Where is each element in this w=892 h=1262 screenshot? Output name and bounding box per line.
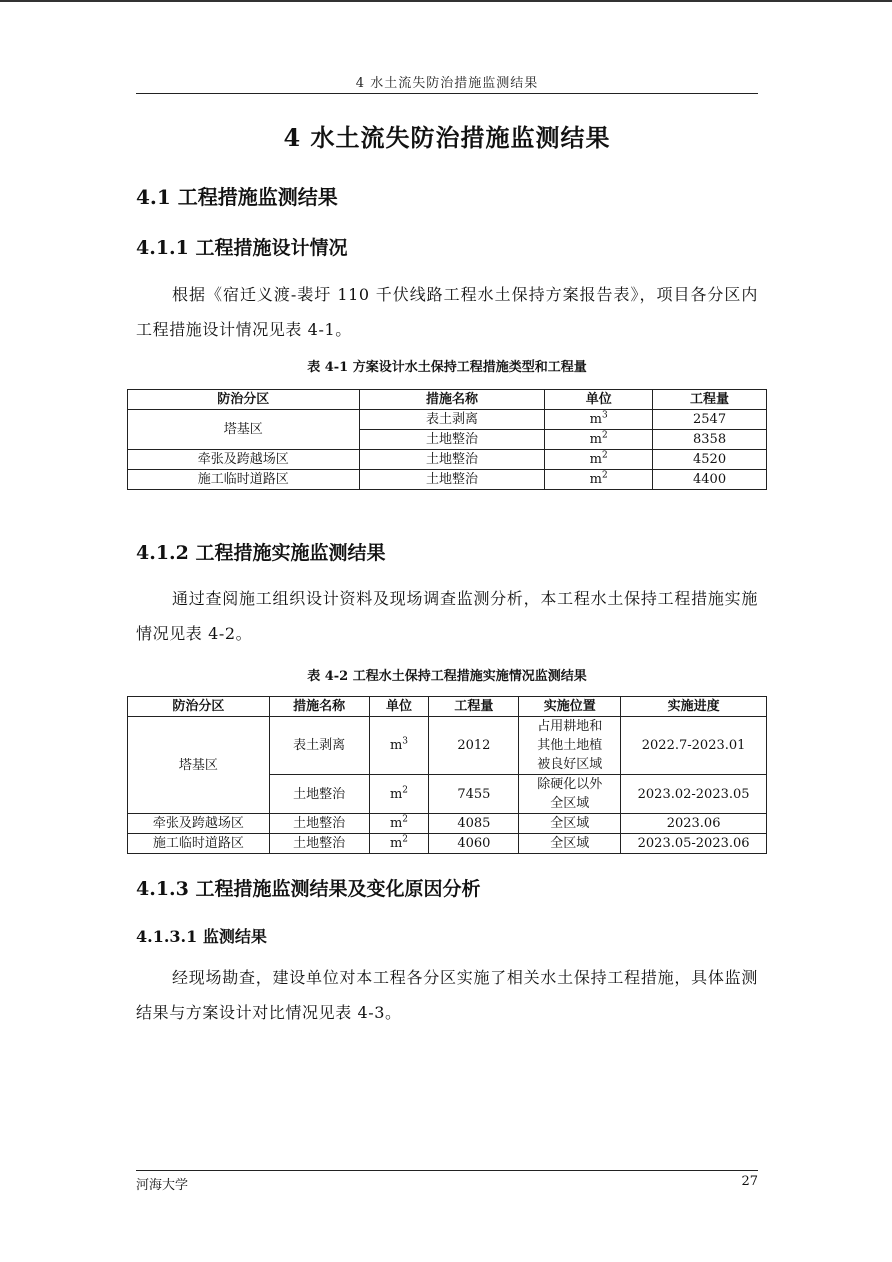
header-cell: 单位 bbox=[545, 390, 653, 410]
section-4-1-2-title: 4.1.2 工程措施实施监测结果 bbox=[136, 542, 386, 564]
section-4-1-title: 4.1 工程措施监测结果 bbox=[136, 185, 338, 209]
location-cell: 全区域 bbox=[519, 834, 621, 854]
progress-cell: 2023.05-2023.06 bbox=[621, 834, 767, 854]
section-4-1-3-1-paragraph: 经现场勘查，建设单位对本工程各分区实施了相关水土保持工程措施，具体监测结果与方案设计对比情况见表 4-3。 bbox=[136, 968, 758, 1022]
running-header: 4 水土流失防治措施监测结果 bbox=[355, 76, 539, 91]
unit-cell: $m^2$ bbox=[369, 775, 429, 814]
measure-cell: 表土剥离 bbox=[359, 410, 545, 430]
table-4-1-caption: 表 4-1 方案设计水土保持工程措施类型和工程量 bbox=[307, 360, 587, 375]
header-cell: 措施名称 bbox=[359, 390, 545, 410]
zone-cell: 塔基区 bbox=[128, 410, 360, 450]
header-cell: 工程量 bbox=[653, 390, 767, 410]
table-4-2-caption: 表 4-2 工程水土保持工程措施实施情况监测结果 bbox=[307, 669, 587, 684]
quantity-cell: 2547 bbox=[653, 410, 767, 430]
table-row bbox=[128, 470, 767, 490]
header-cell: 实施位置 bbox=[519, 697, 621, 717]
unit-cell: $m^2$ bbox=[545, 450, 653, 470]
measure-cell: 表土剥离 bbox=[269, 717, 369, 775]
table-4-2 bbox=[127, 696, 767, 854]
section-4-1-1-title: 4.1.1 工程措施设计情况 bbox=[136, 237, 348, 259]
progress-cell: 2022.7-2023.01 bbox=[621, 717, 767, 775]
footer-rule bbox=[136, 1170, 758, 1171]
unit-cell: $m^3$ bbox=[545, 410, 653, 430]
section-4-1-3-1-title: 4.1.3.1 监测结果 bbox=[136, 927, 267, 946]
table-row bbox=[128, 814, 767, 834]
measure-cell: 土地整治 bbox=[269, 814, 369, 834]
unit-cell: $m^2$ bbox=[545, 430, 653, 450]
header-cell: 防治分区 bbox=[128, 390, 360, 410]
quantity-cell: 4060 bbox=[429, 834, 519, 854]
footer-institution: 河海大学 bbox=[136, 1178, 189, 1193]
location-cell: 占用耕地和其他土地植被良好区域 bbox=[519, 717, 621, 775]
quantity-cell: 4520 bbox=[653, 450, 767, 470]
unit-cell: $m^2$ bbox=[545, 470, 653, 490]
table-header-row bbox=[128, 390, 767, 410]
section-4-1-2-paragraph: 通过查阅施工组织设计资料及现场调查监测分析，本工程水土保持工程措施实施情况见表 4-2。 bbox=[136, 589, 758, 643]
page-number: 27 bbox=[741, 1174, 758, 1189]
table-row bbox=[128, 834, 767, 854]
table-row bbox=[128, 450, 767, 470]
unit-cell: $m^2$ bbox=[369, 834, 429, 854]
section-4-1-1-paragraph: 根据《宿迁义渡-裴圩 110 千伏线路工程水土保持方案报告表》，项目各分区内工程措施设计情况见表 4-1。 bbox=[136, 285, 758, 339]
header-cell: 实施进度 bbox=[621, 697, 767, 717]
location-cell: 全区域 bbox=[519, 814, 621, 834]
quantity-cell: 4400 bbox=[653, 470, 767, 490]
quantity-cell: 8358 bbox=[653, 430, 767, 450]
header-cell: 工程量 bbox=[429, 697, 519, 717]
progress-cell: 2023.06 bbox=[621, 814, 767, 834]
location-cell: 除硬化以外全区域 bbox=[519, 775, 621, 814]
top-border bbox=[0, 0, 892, 2]
measure-cell: 土地整治 bbox=[359, 430, 545, 450]
unit-cell: $m^3$ bbox=[369, 717, 429, 775]
measure-cell: 土地整治 bbox=[359, 470, 545, 490]
zone-cell: 塔基区 bbox=[128, 717, 270, 814]
measure-cell: 土地整治 bbox=[269, 834, 369, 854]
section-4-1-3-title: 4.1.3 工程措施监测结果及变化原因分析 bbox=[136, 878, 481, 900]
quantity-cell: 7455 bbox=[429, 775, 519, 814]
zone-cell: 牵张及跨越场区 bbox=[128, 814, 270, 834]
zone-cell: 牵张及跨越场区 bbox=[128, 450, 360, 470]
table-4-1 bbox=[127, 389, 767, 490]
header-cell: 单位 bbox=[369, 697, 429, 717]
quantity-cell: 2012 bbox=[429, 717, 519, 775]
unit-cell: $m^2$ bbox=[369, 814, 429, 834]
table-header-row bbox=[128, 697, 767, 717]
quantity-cell: 4085 bbox=[429, 814, 519, 834]
zone-cell: 施工临时道路区 bbox=[128, 834, 270, 854]
header-cell: 措施名称 bbox=[269, 697, 369, 717]
measure-cell: 土地整治 bbox=[359, 450, 545, 470]
table-row bbox=[128, 410, 767, 430]
zone-cell: 施工临时道路区 bbox=[128, 470, 360, 490]
measure-cell: 土地整治 bbox=[269, 775, 369, 814]
chapter-title: 4 水土流失防治措施监测结果 bbox=[283, 123, 611, 152]
header-cell: 防治分区 bbox=[128, 697, 270, 717]
table-row bbox=[128, 717, 767, 775]
header-rule bbox=[136, 93, 758, 94]
progress-cell: 2023.02-2023.05 bbox=[621, 775, 767, 814]
